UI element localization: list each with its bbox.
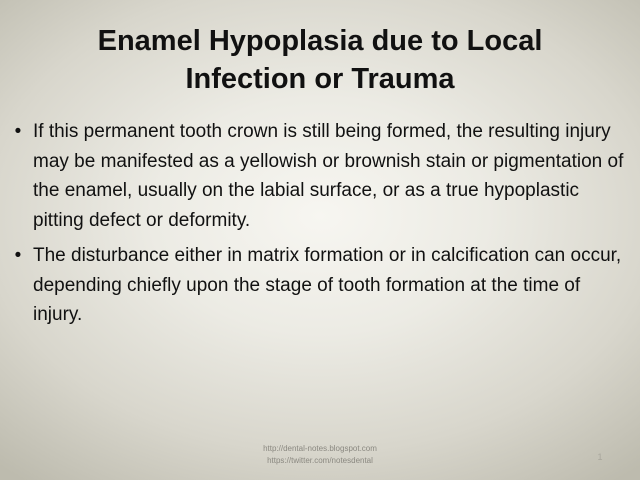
bullet-text: If this permanent tooth crown is still being formed, the resulting injury may be manifested as a yellowish or brownish stain or pigmentation of the enamel, usually on the labial surface, or as a true hypoplastic pitting defect or deformity. <box>33 121 624 231</box>
bullet-text: The disturbance either in matrix formation or in calcification can occur, depending chiefly upon the stage of tooth formation at the time of injury. <box>33 245 622 325</box>
bullet-item <box>8 241 633 330</box>
slide-title <box>40 22 600 98</box>
slide-title-line-2: Infection or Trauma <box>185 63 455 95</box>
bullet-list <box>8 117 633 336</box>
slide-title-line-1: Enamel Hypoplasia due to Local <box>97 25 543 57</box>
page-number: 1 <box>597 452 603 462</box>
footer-link-twitter: https://twitter.com/notesdental <box>267 456 373 465</box>
bullet-icon: • <box>14 121 22 142</box>
bullet-icon: • <box>14 245 22 266</box>
footer-watermark <box>190 443 450 467</box>
bullet-item <box>8 117 633 235</box>
footer-link-blog: http://dental-notes.blogspot.com <box>263 444 377 453</box>
